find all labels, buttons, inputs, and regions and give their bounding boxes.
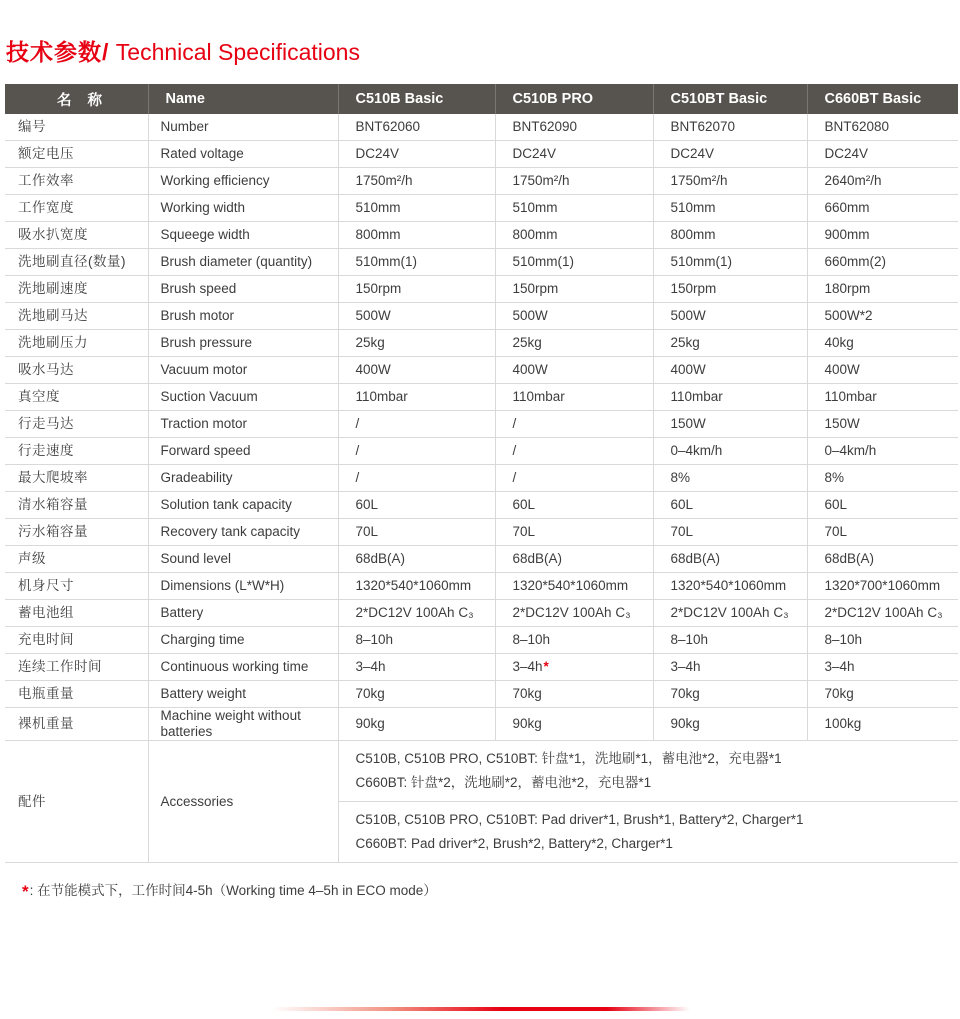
spec-value: 8–10h (653, 627, 807, 654)
spec-value: / (338, 438, 495, 465)
header-model-c510b-pro: C510B PRO (495, 84, 653, 114)
spec-value: 70L (807, 519, 958, 546)
spec-value: 68dB(A) (653, 546, 807, 573)
spec-value: 500W (495, 303, 653, 330)
footnote (22, 879, 960, 902)
spec-value: 8–10h (807, 627, 958, 654)
spec-value: 180rpm (807, 276, 958, 303)
bottom-accent-line (272, 1007, 690, 1011)
row-label-zh: 吸水马达 (5, 357, 148, 384)
spec-value: 8–10h (495, 627, 653, 654)
spec-row (5, 492, 958, 519)
row-label-en: Number (148, 114, 338, 141)
footnote-star: * (22, 882, 29, 902)
spec-value: 70kg (495, 681, 653, 708)
spec-value: 1320*540*1060mm (338, 573, 495, 600)
spec-value: 68dB(A) (495, 546, 653, 573)
spec-value: 68dB(A) (807, 546, 958, 573)
spec-value: 400W (653, 357, 807, 384)
spec-value: BNT62090 (495, 114, 653, 141)
row-label-zh: 工作宽度 (5, 195, 148, 222)
eco-note-star: * (543, 658, 549, 674)
spec-value: 90kg (338, 708, 495, 741)
spec-value: BNT62070 (653, 114, 807, 141)
spec-value: 110mbar (338, 384, 495, 411)
spec-value: 0–4km/h (653, 438, 807, 465)
spec-row (5, 708, 958, 741)
spec-value: 1750m²/h (495, 168, 653, 195)
spec-value: DC24V (338, 141, 495, 168)
spec-value: DC24V (495, 141, 653, 168)
spec-value: 0–4km/h (807, 438, 958, 465)
row-label-en: Suction Vacuum (148, 384, 338, 411)
spec-row (5, 222, 958, 249)
row-label-en: Machine weight without batteries (148, 708, 338, 741)
header-name-zh: 名 称 (5, 84, 148, 114)
spec-value: 2*DC12V 100Ah C₃ (653, 600, 807, 627)
spec-row (5, 195, 958, 222)
row-label-en: Sound level (148, 546, 338, 573)
row-label-en: Dimensions (L*W*H) (148, 573, 338, 600)
spec-value: 60L (807, 492, 958, 519)
spec-row (5, 330, 958, 357)
spec-value: 110mbar (807, 384, 958, 411)
spec-value: 510mm (338, 195, 495, 222)
spec-value: 500W (338, 303, 495, 330)
row-label-en: Brush motor (148, 303, 338, 330)
spec-value: 70kg (807, 681, 958, 708)
spec-value: 3–4h (338, 654, 495, 681)
row-label-en: Squeege width (148, 222, 338, 249)
spec-value: DC24V (653, 141, 807, 168)
spec-row (5, 465, 958, 492)
spec-value: 2*DC12V 100Ah C₃ (495, 600, 653, 627)
header-model-c510bt-basic: C510BT Basic (653, 84, 807, 114)
page-title (6, 38, 960, 66)
spec-value: 25kg (653, 330, 807, 357)
spec-value: 110mbar (495, 384, 653, 411)
row-label-zh: 真空度 (5, 384, 148, 411)
spec-value: 3–4h (653, 654, 807, 681)
spec-value: 150rpm (338, 276, 495, 303)
spec-row (5, 411, 958, 438)
spec-value: 2*DC12V 100Ah C₃ (338, 600, 495, 627)
spec-row (5, 654, 958, 681)
row-label-zh: 洗地刷压力 (5, 330, 148, 357)
spec-value: 400W (338, 357, 495, 384)
spec-value: 660mm(2) (807, 249, 958, 276)
spec-value: 400W (495, 357, 653, 384)
spec-value: 40kg (807, 330, 958, 357)
spec-value: 60L (653, 492, 807, 519)
spec-value: 70kg (338, 681, 495, 708)
spec-value: 90kg (495, 708, 653, 741)
row-label-en: Recovery tank capacity (148, 519, 338, 546)
row-label-zh: 行走速度 (5, 438, 148, 465)
spec-value: 70L (338, 519, 495, 546)
spec-value: 1320*700*1060mm (807, 573, 958, 600)
spec-value: 510mm (653, 195, 807, 222)
spec-value: 500W*2 (807, 303, 958, 330)
spec-row (5, 357, 958, 384)
spec-value: 150rpm (495, 276, 653, 303)
row-label-en: Charging time (148, 627, 338, 654)
row-label-en: Working width (148, 195, 338, 222)
spec-row (5, 519, 958, 546)
spec-value: / (495, 465, 653, 492)
accessories-row (5, 741, 958, 802)
row-label-zh: 编号 (5, 114, 148, 141)
spec-row (5, 573, 958, 600)
spec-value: 510mm(1) (495, 249, 653, 276)
spec-value: DC24V (807, 141, 958, 168)
spec-value: 70L (653, 519, 807, 546)
row-label-zh: 清水箱容量 (5, 492, 148, 519)
spec-value: 1750m²/h (653, 168, 807, 195)
spec-value: 8% (807, 465, 958, 492)
row-label-en: Rated voltage (148, 141, 338, 168)
spec-row (5, 249, 958, 276)
spec-value: 800mm (495, 222, 653, 249)
row-label-zh: 蓄电池组 (5, 600, 148, 627)
spec-value: 900mm (807, 222, 958, 249)
accessories-en-line-2: C660BT: Pad driver*2, Brush*2, Battery*2, Charger*1 (355, 836, 673, 852)
row-label-zh: 声级 (5, 546, 148, 573)
accessories-body (5, 741, 958, 863)
spec-value: / (338, 465, 495, 492)
spec-value: 3–4h (807, 654, 958, 681)
row-label-zh: 吸水扒宽度 (5, 222, 148, 249)
row-label-en: Brush pressure (148, 330, 338, 357)
accessories-en-line-1: C510B, C510B PRO, C510BT: Pad driver*1, Brush*1, Battery*2, Charger*1 (355, 812, 804, 828)
spec-value: 8–10h (338, 627, 495, 654)
spec-value: 25kg (495, 330, 653, 357)
row-label-zh: 机身尺寸 (5, 573, 148, 600)
row-label-zh: 行走马达 (5, 411, 148, 438)
spec-value: BNT62080 (807, 114, 958, 141)
spec-value: 70kg (653, 681, 807, 708)
spec-value: 8% (653, 465, 807, 492)
spec-table (5, 84, 958, 863)
spec-row (5, 384, 958, 411)
header-name-en: Name (148, 84, 338, 114)
spec-row (5, 546, 958, 573)
spec-value: 25kg (338, 330, 495, 357)
spec-value: 110mbar (653, 384, 807, 411)
row-label-zh: 洗地刷马达 (5, 303, 148, 330)
spec-row (5, 438, 958, 465)
accessories-label-en: Accessories (148, 741, 338, 863)
spec-value: 150W (807, 411, 958, 438)
spec-value: 1750m²/h (338, 168, 495, 195)
spec-value: 100kg (807, 708, 958, 741)
spec-value: 800mm (338, 222, 495, 249)
spec-value: 510mm (495, 195, 653, 222)
spec-row (5, 168, 958, 195)
spec-value: 68dB(A) (338, 546, 495, 573)
row-label-zh: 连续工作时间 (5, 654, 148, 681)
spec-row (5, 276, 958, 303)
row-label-zh: 工作效率 (5, 168, 148, 195)
spec-value: 3–4h* (495, 654, 653, 681)
row-label-en: Traction motor (148, 411, 338, 438)
spec-value: 660mm (807, 195, 958, 222)
row-label-zh: 洗地刷直径(数量) (5, 249, 148, 276)
spec-value: 2640m²/h (807, 168, 958, 195)
spec-row (5, 303, 958, 330)
spec-value: / (338, 411, 495, 438)
spec-value: 60L (338, 492, 495, 519)
header-row (5, 84, 958, 114)
accessories-zh-line-2: C660BT: 针盘*2，洗地刷*2，蓄电池*2，充电器*1 (355, 775, 652, 791)
spec-value: 150W (653, 411, 807, 438)
spec-row (5, 627, 958, 654)
spec-value: 150rpm (653, 276, 807, 303)
row-label-zh: 额定电压 (5, 141, 148, 168)
spec-value: / (495, 438, 653, 465)
row-label-zh: 电瓶重量 (5, 681, 148, 708)
spec-value: 1320*540*1060mm (653, 573, 807, 600)
spec-value: 90kg (653, 708, 807, 741)
header-model-c660bt-basic: C660BT Basic (807, 84, 958, 114)
spec-value: 1320*540*1060mm (495, 573, 653, 600)
spec-row (5, 600, 958, 627)
spec-value: 2*DC12V 100Ah C₃ (807, 600, 958, 627)
row-label-zh: 洗地刷速度 (5, 276, 148, 303)
spec-value: 60L (495, 492, 653, 519)
accessories-zh-line-1: C510B, C510B PRO, C510BT: 针盘*1，洗地刷*1，蓄电池*2，充电器*1 (355, 751, 782, 767)
row-label-zh: 最大爬坡率 (5, 465, 148, 492)
row-label-en: Gradeability (148, 465, 338, 492)
page-title-en: Technical Specifications (109, 39, 360, 65)
row-label-en: Battery weight (148, 681, 338, 708)
spec-value: 70L (495, 519, 653, 546)
row-label-en: Brush diameter (quantity) (148, 249, 338, 276)
accessories-zh-block (338, 741, 958, 802)
accessories-en-block (338, 802, 958, 863)
row-label-zh: 充电时间 (5, 627, 148, 654)
spec-value: 400W (807, 357, 958, 384)
row-label-en: Continuous working time (148, 654, 338, 681)
spec-value: 510mm(1) (653, 249, 807, 276)
page-title-zh: 技术参数/ (6, 39, 110, 65)
spec-table-body (5, 114, 958, 741)
spec-value: BNT62060 (338, 114, 495, 141)
row-label-en: Vacuum motor (148, 357, 338, 384)
spec-row (5, 141, 958, 168)
row-label-en: Forward speed (148, 438, 338, 465)
spec-row (5, 114, 958, 141)
accessories-label-zh: 配件 (5, 741, 148, 863)
spec-row (5, 681, 958, 708)
row-label-zh: 污水箱容量 (5, 519, 148, 546)
header-model-c510b-basic: C510B Basic (338, 84, 495, 114)
row-label-en: Brush speed (148, 276, 338, 303)
spec-value: 500W (653, 303, 807, 330)
row-label-en: Solution tank capacity (148, 492, 338, 519)
spec-value: 510mm(1) (338, 249, 495, 276)
spec-table-header (5, 84, 958, 114)
spec-value: / (495, 411, 653, 438)
row-label-en: Working efficiency (148, 168, 338, 195)
row-label-en: Battery (148, 600, 338, 627)
footnote-text: : 在节能模式下，工作时间4-5h（Working time 4–5h in ECO mode） (29, 883, 437, 899)
row-label-zh: 裸机重量 (5, 708, 148, 741)
spec-value: 800mm (653, 222, 807, 249)
